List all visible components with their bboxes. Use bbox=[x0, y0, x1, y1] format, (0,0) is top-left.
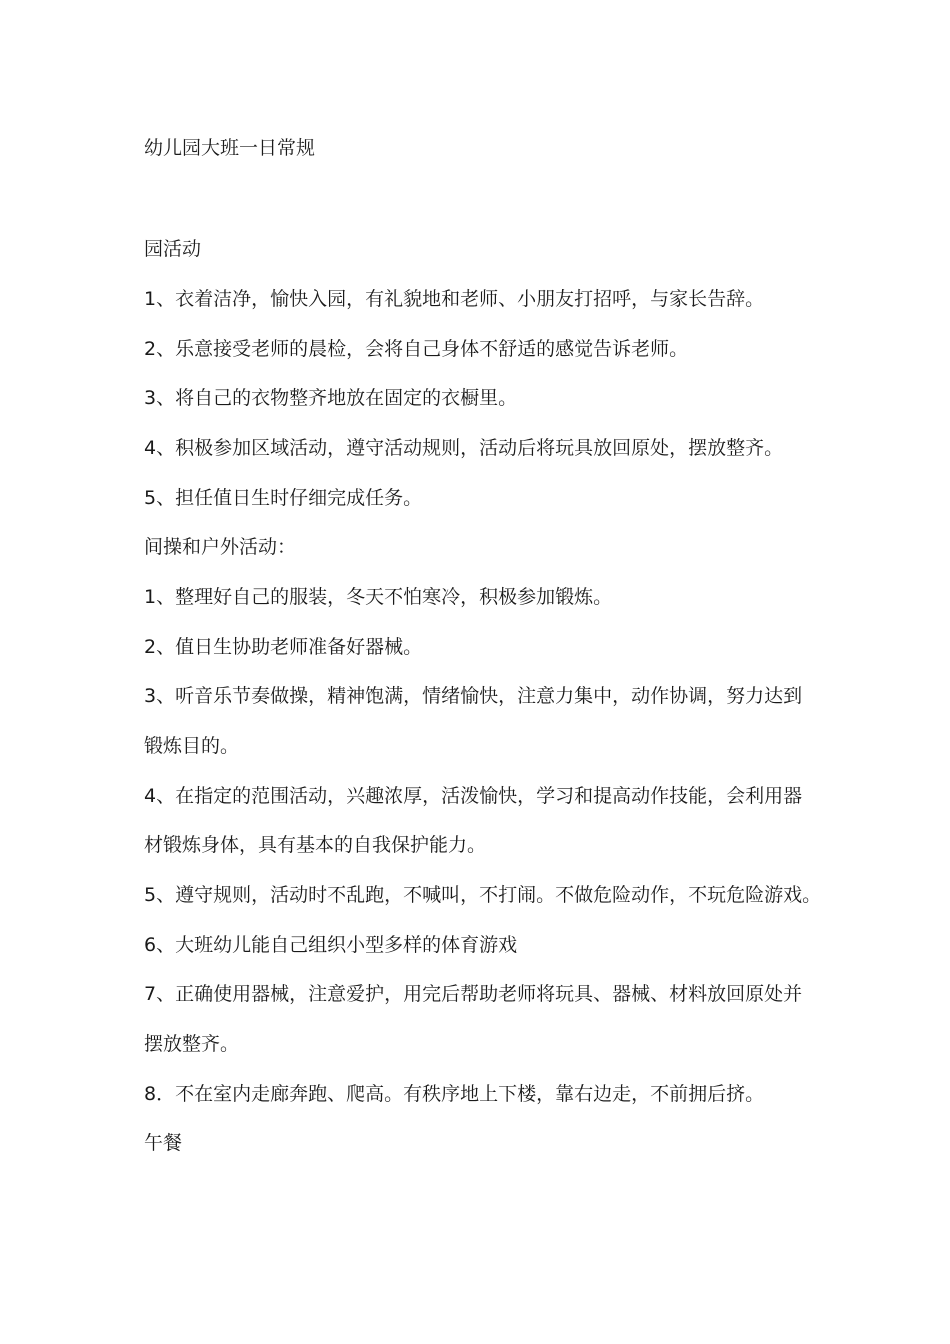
text-line: 4、积极参加区域活动，遵守活动规则，活动后将玩具放回原处，摆放整齐。 bbox=[144, 437, 784, 459]
text-line: 1、衣着洁净，愉快入园，有礼貌地和老师、小朋友打招呼，与家长告辞。 bbox=[144, 288, 765, 310]
text-line: 8．不在室内走廊奔跑、爬高。有秩序地上下楼，靠右边走，不前拥后挤。 bbox=[144, 1083, 765, 1105]
text-line: 4、在指定的范围活动，兴趣浓厚，活泼愉快，学习和提高动作技能，会利用器 bbox=[144, 785, 803, 807]
section-heading-exercise: 间操和户外活动： bbox=[144, 536, 297, 558]
text-line: 2、乐意接受老师的晨检，会将自己身体不舒适的感觉告诉老师。 bbox=[144, 338, 689, 360]
text-line: 2、值日生协助老师准备好器械。 bbox=[144, 636, 423, 658]
text-line: 锻炼目的。 bbox=[144, 735, 240, 757]
section-heading-arrival: 园活动 bbox=[144, 238, 202, 260]
text-line: 5、担任值日生时仔细完成任务。 bbox=[144, 487, 423, 509]
text-line: 3、听音乐节奏做操，精神饱满，情绪愉快，注意力集中，动作协调，努力达到 bbox=[144, 685, 803, 707]
text-line: 6、大班幼儿能自己组织小型多样的体育游戏 bbox=[144, 934, 518, 956]
text-line: 5、遵守规则，活动时不乱跑，不喊叫，不打闹。不做危险动作，不玩危险游戏。 bbox=[144, 884, 822, 906]
text-line: 摆放整齐。 bbox=[144, 1033, 240, 1055]
text-line: 1、整理好自己的服装，冬天不怕寒冷，积极参加锻炼。 bbox=[144, 586, 613, 608]
text-line: 3、将自己的衣物整齐地放在固定的衣橱里。 bbox=[144, 387, 518, 409]
document-title: 幼儿园大班一日常规 bbox=[144, 137, 316, 159]
text-line: 材锻炼身体，具有基本的自我保护能力。 bbox=[144, 834, 487, 856]
section-heading-lunch: 午餐 bbox=[144, 1132, 183, 1154]
text-line: 7、正确使用器械，注意爱护，用完后帮助老师将玩具、器械、材料放回原处并 bbox=[144, 983, 803, 1005]
